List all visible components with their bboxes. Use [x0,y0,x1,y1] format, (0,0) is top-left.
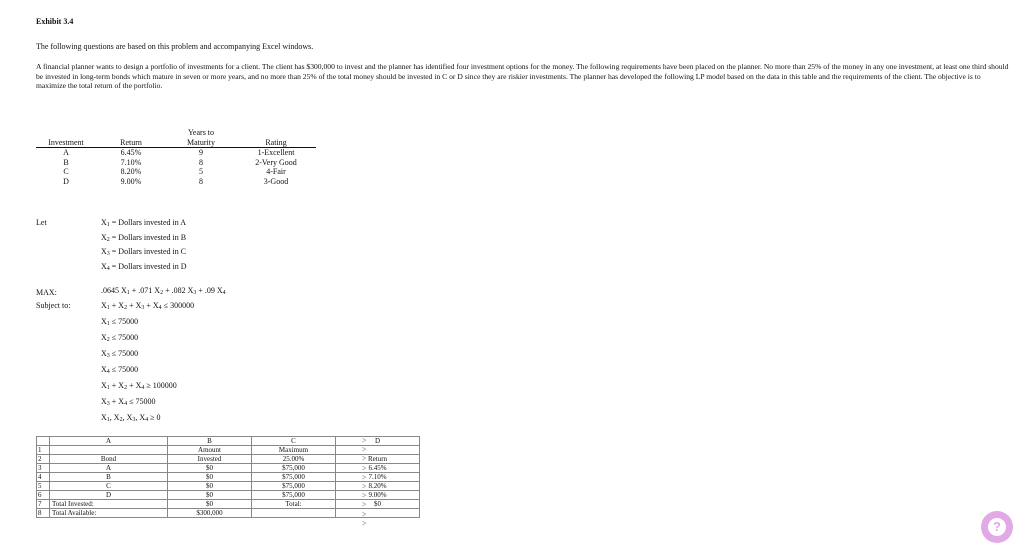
cell-a[interactable]: B [50,473,168,482]
row-number[interactable]: 2 [37,455,50,464]
col-header-a[interactable]: A [50,437,168,446]
constraint: $X_4 \le 75000$ [101,365,139,375]
cell-years: 8 [199,157,203,167]
cell-d[interactable]: $0 [336,500,420,509]
subject-to-label: Subject to: [36,301,71,310]
cell-c[interactable]: $75,000 [252,482,336,491]
constraints [101,299,194,427]
cell-d[interactable]: 9.00% [336,491,420,500]
cell-c[interactable]: Maximum [252,446,336,455]
header-return: Return [96,128,166,148]
cell-d[interactable]: Return [336,455,420,464]
help-button[interactable] [981,511,1013,543]
row-number[interactable]: 5 [37,482,50,491]
cell-b[interactable]: $0 [168,491,252,500]
cell-return: 9.00% [120,176,142,186]
cell-a[interactable]: Total Invested: [50,500,168,509]
cell-investment: A [63,148,69,157]
cell-b[interactable]: $0 [168,473,252,482]
chevron-right-icon[interactable]: > [362,472,367,482]
corner-cell [37,437,50,446]
chevron-right-icon[interactable]: > [362,445,367,455]
cell-a[interactable]: Bond [50,455,168,464]
chevron-right-icon[interactable]: > [362,454,367,464]
let-label: Let [36,218,47,227]
table-row [36,148,316,158]
cell-c[interactable]: $75,000 [252,464,336,473]
cell-years: 5 [199,167,203,176]
variable-definition: $X_1$ = Dollars invested in A [101,218,187,228]
cell-d[interactable]: 6.45% [336,464,420,473]
question-mark-icon: ? [988,518,1006,536]
header-years [166,128,236,148]
chevron-right-icon[interactable]: > [362,518,367,528]
cell-c[interactable]: Total: [252,500,336,509]
cell-investment: D [63,176,69,186]
cell-a[interactable]: Total Available: [50,509,168,518]
table-row [36,158,316,168]
cell-return: 7.10% [120,157,142,167]
cell-investment: B [63,157,69,167]
cell-b[interactable]: $0 [168,464,252,473]
constraint: $X_1 + X_2 + X_3 + X_4 \le 300000$ [101,301,195,311]
cell-a[interactable]: A [50,464,168,473]
header-rating: Rating [236,128,316,148]
chevron-right-icon[interactable]: > [362,509,367,519]
cell-years: 8 [199,176,203,186]
variable-definition: $X_3$ = Dollars invested in C [101,247,187,257]
col-header-d[interactable]: D [336,437,420,446]
cell-c[interactable] [252,509,336,518]
chevron-right-icon[interactable]: > [362,436,367,445]
exhibit-title: Exhibit 3.4 [36,17,74,26]
row-number[interactable]: 4 [37,473,50,482]
investment-table [36,128,316,186]
variable-definition: $X_4$ = Dollars invested in D [101,261,187,272]
max-label: MAX: [36,288,57,297]
cell-rating: 3-Good [263,176,289,186]
investment-table-header [36,128,316,148]
constraint: $X_1 + X_2 + X_4 \ge 100000$ [101,381,177,391]
problem-paragraph: A financial planner wants to design a portfolio of investments for a client. The client has $300,000 to invest and the planner has identified four investment options for the money. The following requirements have been placed on the planner. No more than 25% of the money in any one investment, at least one third should be invested in long-term bonds which mature in seven or more years, and no more than 25% of the total money should be invested in C or D since they are riskier investments. The planner has developed the following LP model based on the data in this table and the requirements of the client. The objective is to maximize the total return of the portfolio. [36,62,1009,90]
row-number[interactable]: 8 [37,509,50,518]
cell-b[interactable]: Amount [168,446,252,455]
row-number[interactable]: 7 [37,500,50,509]
cell-rating: 2-Very Good [255,157,297,167]
table-row [36,177,316,187]
constraint: $X_2 \le 75000$ [101,333,139,343]
cell-b[interactable]: $0 [168,500,252,509]
row-chevrons [362,436,367,528]
cell-investment: C [63,167,69,176]
objective-function: .0645 $X_1 + .071$ $X_2 + .082$ $X_3 + .09$ $X_4$ [101,286,226,296]
cell-b[interactable]: $0 [168,482,252,491]
cell-a[interactable]: D [50,491,168,500]
cell-return: 8.20% [120,167,142,176]
col-header-c[interactable]: C [252,437,336,446]
row-number[interactable]: 3 [37,464,50,473]
cell-d[interactable] [336,446,420,455]
cell-d[interactable] [336,509,420,518]
cell-years: 9 [199,148,203,157]
col-header-b[interactable]: B [168,437,252,446]
cell-c[interactable]: $75,000 [252,473,336,482]
cell-b[interactable]: Invested [168,455,252,464]
row-number[interactable]: 1 [37,446,50,455]
header-years-line2: Maturity [187,137,215,147]
constraint: $X_1$, $X_2$, $X_3$, $X_4 \ge 0$ [101,413,161,423]
constraint: $X_3 \le 75000$ [101,349,139,359]
variable-definition: $X_2$ = Dollars invested in B [101,232,187,243]
header-years-line1: Years to [187,128,215,137]
chevron-right-icon[interactable]: > [362,500,367,510]
cell-c[interactable]: 25.00% [252,455,336,464]
cell-c[interactable]: $75,000 [252,491,336,500]
intro-text: The following questions are based on this problem and accompanying Excel windows. [36,42,314,51]
header-investment: Investment [36,128,96,148]
constraint: $X_3 + X_4 \le 75000$ [101,397,156,407]
cell-rating: 4-Fair [266,167,286,176]
cell-b[interactable]: $300,000 [168,509,252,518]
constraint: $X_1 \le 75000$ [101,317,139,327]
cell-a[interactable] [50,446,168,455]
variable-definitions [101,217,187,275]
chevron-right-icon[interactable]: > [362,482,367,492]
cell-return: 6.45% [120,148,142,157]
cell-a[interactable]: C [50,482,168,491]
row-number[interactable]: 6 [37,491,50,500]
chevron-right-icon[interactable]: > [362,491,367,501]
chevron-right-icon[interactable]: > [362,463,367,473]
cell-rating: 1-Excellent [257,148,295,157]
cell-d[interactable]: 8.20% [336,482,420,491]
table-row [36,167,316,177]
cell-d[interactable]: 7.10% [336,473,420,482]
